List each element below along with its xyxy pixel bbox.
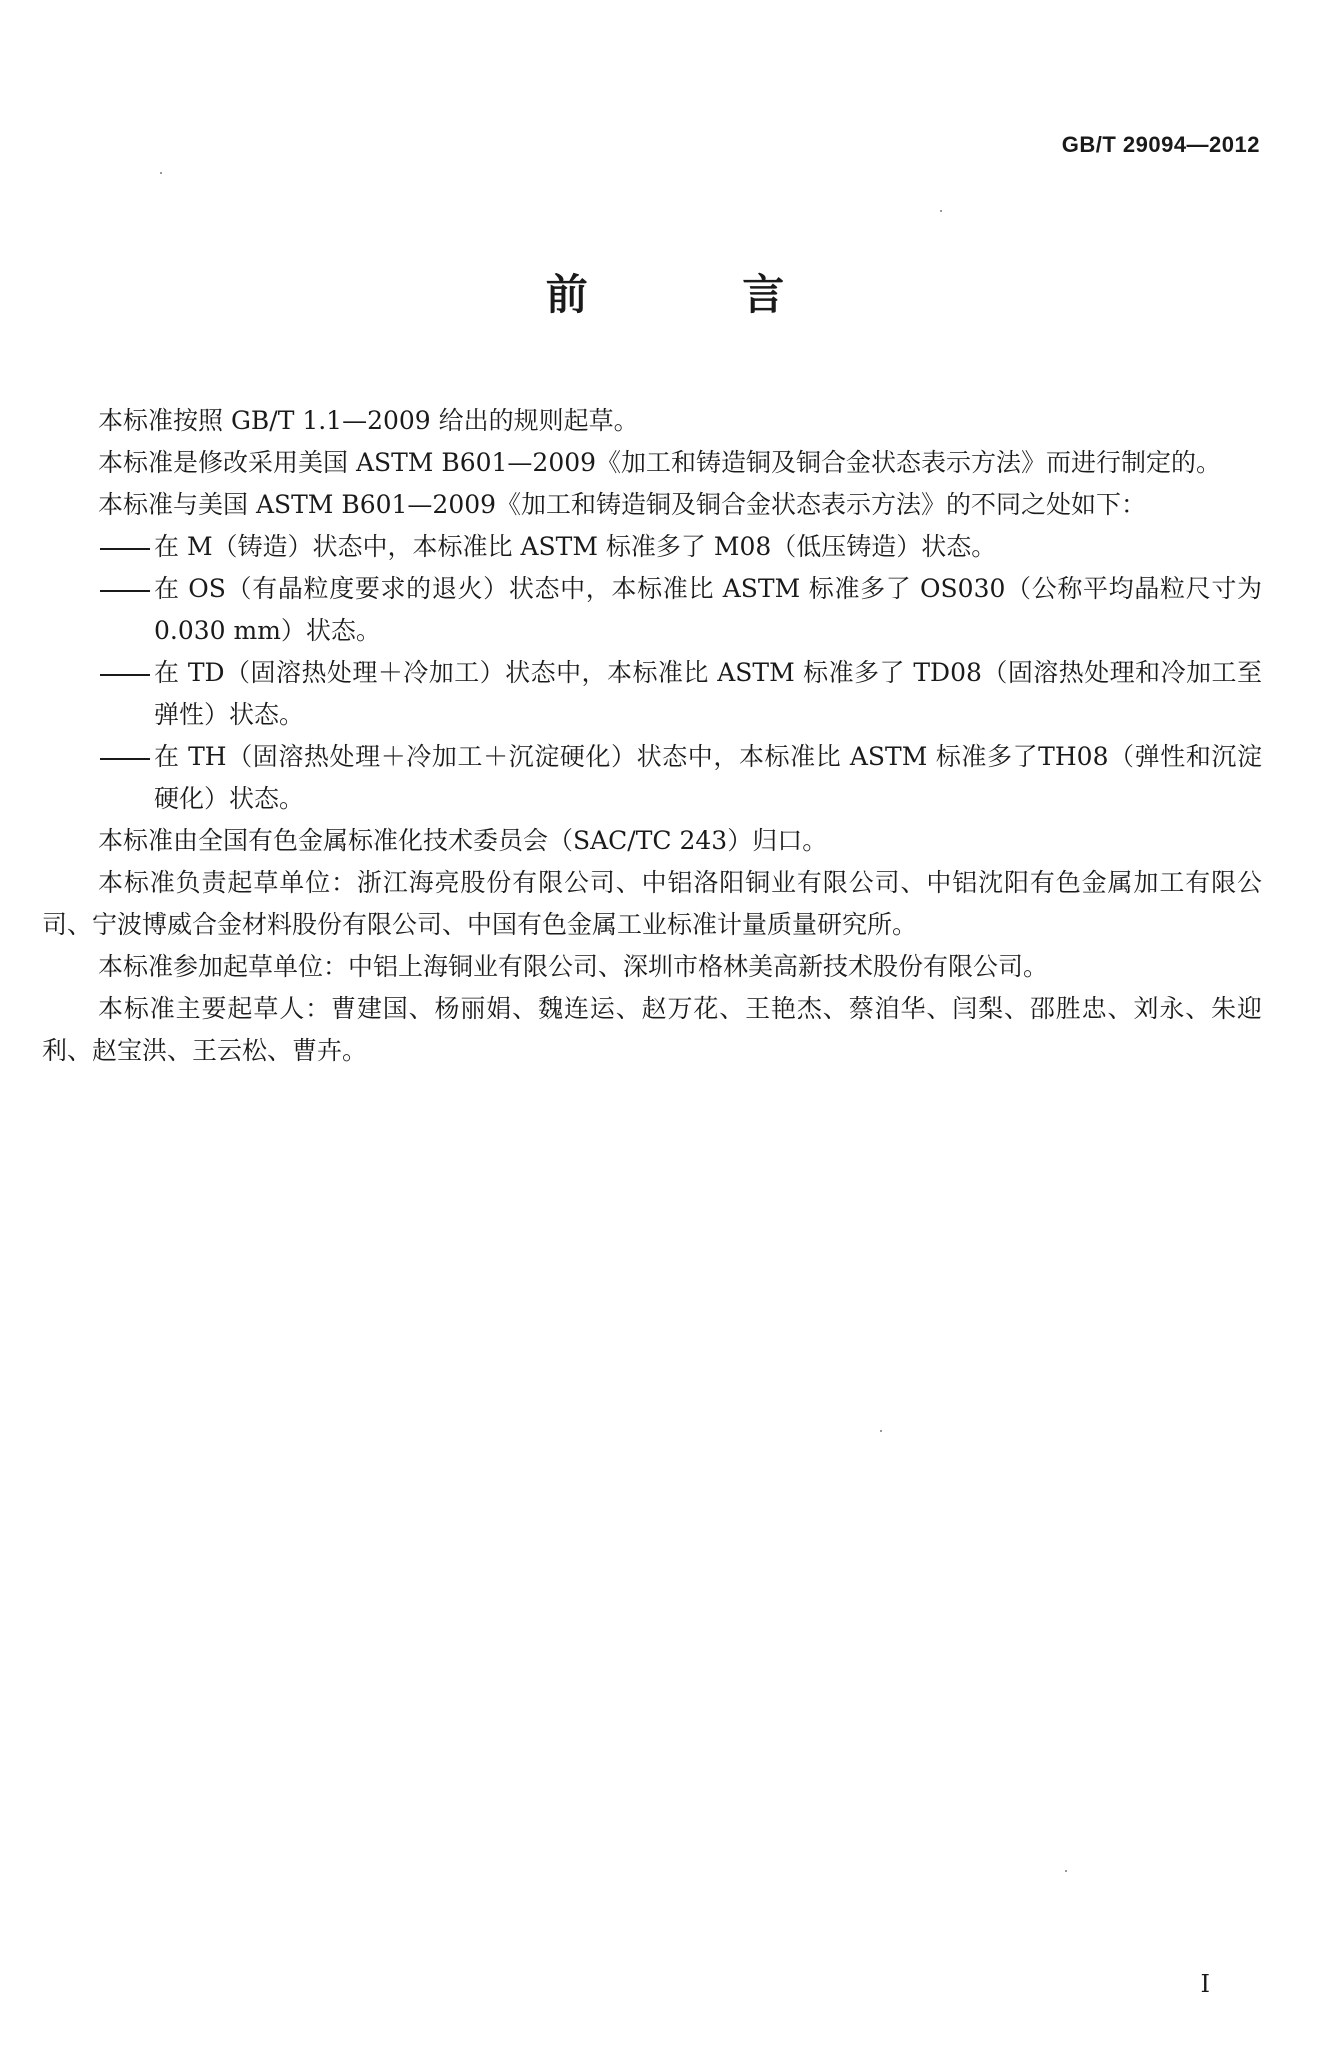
scan-speck <box>880 1430 882 1432</box>
page-title: 前 言 <box>545 270 855 319</box>
difference-item <box>42 526 1262 568</box>
scan-speck <box>160 172 162 174</box>
scan-speck <box>940 210 942 212</box>
dash-mark <box>42 652 154 736</box>
paragraph-participating-drafters: 本标准参加起草单位：中铝上海铜业有限公司、深圳市格林美高新技术股份有限公司。 <box>98 952 1049 981</box>
scan-speck <box>1065 1870 1067 1872</box>
difference-text: 在 TH（固溶热处理＋冷加工＋沉淀硬化）状态中，本标准比 ASTM 标准多了TH08（弹性和沉淀硬化）状态。 <box>154 742 1262 813</box>
dash-mark <box>42 568 154 652</box>
difference-item <box>42 736 1262 820</box>
paragraph-adoption: 本标准是修改采用美国 ASTM B601—2009《加工和铸造铜及铜合金状态表示方法》而进行制定的。 <box>98 448 1222 477</box>
dash-mark <box>42 526 154 568</box>
paragraph-committee: 本标准由全国有色金属标准化技术委员会（SAC/TC 243）归口。 <box>98 826 828 855</box>
paragraph-main-drafters: 本标准主要起草人：曹建国、杨丽娟、魏连运、赵万花、王艳杰、蔡洎华、闫梨、邵胜忠、刘永、朱迎利、赵宝洪、王云松、曹卉。 <box>42 994 1262 1065</box>
paragraph-drafting-rules: 本标准按照 GB/T 1.1—2009 给出的规则起草。 <box>98 406 639 435</box>
difference-text: 在 OS（有晶粒度要求的退火）状态中，本标准比 ASTM 标准多了 OS030（公称平均晶粒尺寸为0.030 mm）状态。 <box>154 574 1262 645</box>
page-number: I <box>1200 1970 1210 1998</box>
dash-mark <box>42 736 154 820</box>
preface-body <box>42 400 1262 1072</box>
difference-item <box>42 568 1262 652</box>
standard-code: GB/T 29094—2012 <box>1061 132 1260 157</box>
difference-text: 在 TD（固溶热处理＋冷加工）状态中，本标准比 ASTM 标准多了 TD08（固溶热处理和冷加工至弹性）状态。 <box>154 658 1262 729</box>
difference-text: 在 M（铸造）状态中，本标准比 ASTM 标准多了 M08（低压铸造）状态。 <box>154 532 997 561</box>
paragraph-differences-intro: 本标准与美国 ASTM B601—2009《加工和铸造铜及铜合金状态表示方法》的不同之处如下： <box>98 490 1147 519</box>
paragraph-lead-drafters: 本标准负责起草单位：浙江海亮股份有限公司、中铝洛阳铜业有限公司、中铝沈阳有色金属加工有限公司、宁波博威合金材料股份有限公司、中国有色金属工业标准计量质量研究所。 <box>42 868 1262 939</box>
difference-item <box>42 652 1262 736</box>
